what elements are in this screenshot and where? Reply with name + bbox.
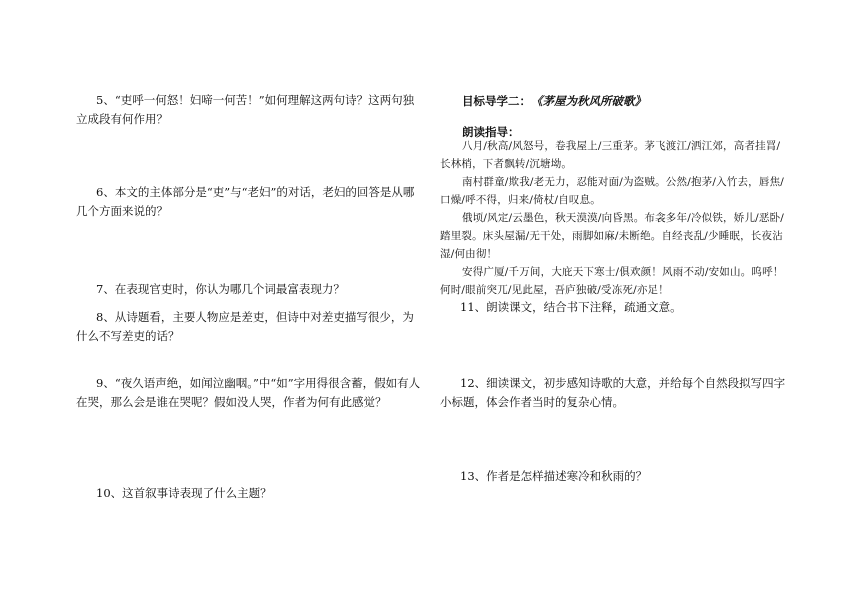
question-12 <box>440 374 790 412</box>
target-label: 目标导学二： <box>462 94 531 108</box>
question-7-text: 7、在表现官吏时，你认为哪几个词最富表现力？ <box>96 282 345 296</box>
question-13-text: 13、作者是怎样描述寒冷和秋雨的？ <box>460 469 648 483</box>
question-6-text: 6、本文的主体部分是“吏”与“老妇”的对话，老妇的回答是从哪几个方面来说的？ <box>76 185 415 218</box>
question-6 <box>76 183 422 221</box>
reading-guide-label: 朗读指导： <box>462 125 520 139</box>
question-9-text: 9、“夜久语声绝，如闻泣幽咽。”中“如”字用得很含蓄，假如有人在哭，那么会是谁在哭呢？假如没人哭，作者为何有此感觉？ <box>76 376 421 409</box>
question-9 <box>76 374 422 412</box>
question-11-text: 11、朗读课文，结合书下注释，疏通文意。 <box>460 300 682 314</box>
question-12-text: 12、细读课文，初步感知诗歌的大意，并给每个自然段拟写四字小标题，体会作者当时的复杂心情。 <box>440 376 786 409</box>
question-5 <box>76 91 422 129</box>
question-7 <box>76 280 422 299</box>
question-5-text: 5、“吏呼一何怒！妇啼一何苦！”如何理解这两句诗？这两句独立成段有何作用？ <box>76 93 415 126</box>
target-heading <box>462 93 646 109</box>
question-10 <box>76 484 422 503</box>
poem-stanza-3: 俄顷/风定/云墨色，秋天漠漠/向昏黑。布衾多年/冷似铁，娇儿/恶卧/踏里裂。床头屋漏/无干处，雨脚如麻/未断绝。自经丧乱/少睡眠，长夜沾湿/何由彻！ <box>440 212 785 260</box>
question-10-text: 10、这首叙事诗表现了什么主题？ <box>96 486 272 500</box>
question-13 <box>440 467 790 486</box>
target-title: 《茅屋为秋风所破歌》 <box>531 94 646 108</box>
poem-stanza-1: 八月/秋高/风怒号，卷我屋上/三重茅。茅飞渡江/洒江郊，高者挂罥/长林梢，下者飘转/沉塘坳。 <box>440 140 781 170</box>
question-8 <box>76 308 422 346</box>
poem-stanza-2: 南村群童/欺我/老无力，忍能对面/为盗贼。公然/抱茅/入竹去，唇焦/口燥/呼不得，归来/倚杖/自叹息。 <box>440 176 785 206</box>
poem-text <box>440 137 790 299</box>
poem-stanza-4: 安得广厦/千万间，大庇天下寒士/俱欢颜！风雨不动/安如山。呜呼！何时/眼前突兀/见此屋，吾庐独破/受冻死/亦足！ <box>440 266 784 296</box>
question-11 <box>440 298 790 317</box>
question-8-text: 8、从诗题看，主要人物应是差吏，但诗中对差吏描写很少，为什么不写差吏的话？ <box>76 310 414 343</box>
